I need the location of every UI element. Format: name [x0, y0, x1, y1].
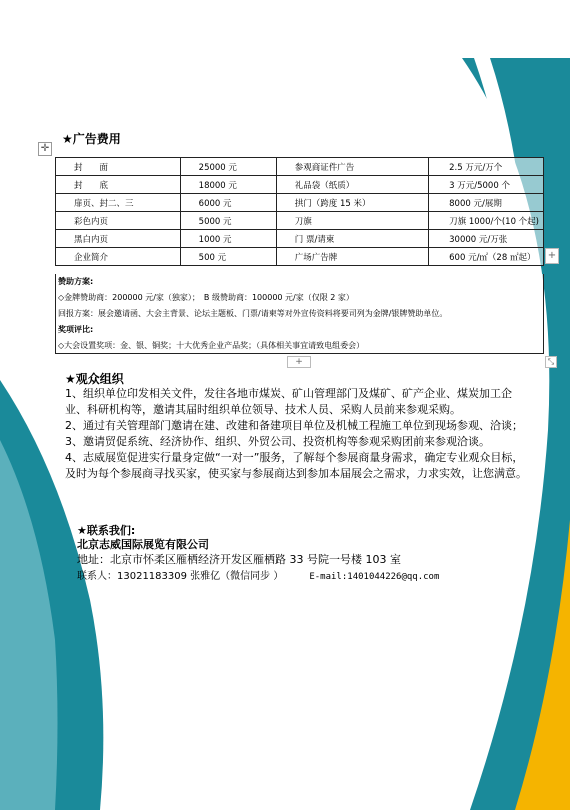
paragraph: 2、通过有关管理部门邀请在建、改建和备建项目单位及机械工程施工单位到现场参观、洽谈；	[65, 419, 523, 432]
paragraph: 1、组织单位印发相关文件，发往各地市煤炭、矿山管理部门及煤矿、矿产企业、煤炭加工企业、科研机构等，邀请其届时组织单位领导、技术人员、采购人员前来参观采购。	[65, 387, 512, 416]
sponsor-title: 赞助方案:	[58, 277, 94, 286]
paragraph: 3、邀请贸促系统、经济协作、组织、外贸公司、投资机构等参观采购团前来参观洽谈。	[65, 435, 490, 448]
table-cell[interactable]: 门 票/请柬	[276, 230, 428, 248]
table-cell[interactable]: 参观商证件广告	[276, 158, 428, 176]
table-row	[56, 176, 544, 194]
sponsor-box[interactable]	[55, 274, 544, 354]
table-row	[56, 194, 544, 212]
table-row	[56, 158, 544, 176]
table-cell[interactable]: 封 面	[56, 158, 181, 176]
add-column-button[interactable]: +	[545, 248, 559, 264]
add-row-button[interactable]: +	[287, 356, 311, 368]
table-cell[interactable]: 礼品袋（纸质）	[276, 176, 428, 194]
table-row	[56, 212, 544, 230]
ad-fees-table	[55, 157, 544, 266]
table-cell[interactable]: 6000 元	[180, 194, 276, 212]
table-cell[interactable]: 黑白内页	[56, 230, 181, 248]
award-text: ◇大会设置奖项：金、银、铜奖；十大优秀企业产品奖；（具体相关事宜请致电组委会）	[58, 341, 365, 350]
contact-person: 联系人：13021183309 张雅亿（微信同步 ）	[77, 571, 284, 582]
ad-fees-heading: ★广告费用	[62, 132, 121, 146]
sponsor-line-2: 回报方案：展会邀请函、大会主背景、论坛主题板、门票/请柬等对外宣传资料将要司列为金牌/银牌赞助单位。	[58, 309, 448, 318]
table-resize-handle-icon[interactable]: ⤡	[545, 356, 557, 368]
visitor-organization-text	[65, 386, 530, 482]
table-cell[interactable]: 600 元/㎡（28 ㎡起）	[429, 248, 544, 266]
table-cell[interactable]: 18000 元	[180, 176, 276, 194]
table-row	[56, 248, 544, 266]
table-cell[interactable]: 刀旗	[276, 212, 428, 230]
table-cell[interactable]: 30000 元/万张	[429, 230, 544, 248]
table-cell[interactable]: 1000 元	[180, 230, 276, 248]
table-cell[interactable]: 扉页、封二、三	[56, 194, 181, 212]
visitor-organization-heading: ★观众组织	[65, 372, 124, 386]
sponsor-line-1: ◇金牌赞助商：200000 元/家（独家）； B 级赞助商：100000 元/家（仅限 2 家）	[58, 293, 354, 302]
contact-line	[77, 567, 439, 582]
table-cell[interactable]: 2.5 万元/万个	[429, 158, 544, 176]
table-cell[interactable]: 8000 元/展期	[429, 194, 544, 212]
table-cell[interactable]: 拱门（跨度 15 米）	[276, 194, 428, 212]
address: 地址：北京市怀柔区雁栖经济开发区雁栖路 33 号院一号楼 103 室	[77, 553, 401, 566]
table-cell[interactable]: 500 元	[180, 248, 276, 266]
table-row	[56, 230, 544, 248]
table-cell[interactable]: 5000 元	[180, 212, 276, 230]
table-cell[interactable]: 25000 元	[180, 158, 276, 176]
contact-heading: ★联系我们:	[77, 524, 136, 537]
table-cell[interactable]: 3 万元/5000 个	[429, 176, 544, 194]
table-cell[interactable]: 广场广告牌	[276, 248, 428, 266]
table-cell[interactable]: 刀旗 1000/个(10 个起)	[429, 212, 544, 230]
award-title: 奖项评比:	[58, 325, 94, 334]
table-cell[interactable]: 企业简介	[56, 248, 181, 266]
email: E-mail:1401044226@qq.com	[309, 572, 440, 582]
table-move-handle-icon[interactable]: ✛	[38, 142, 52, 156]
paragraph: 4、志威展览促进实行量身定做“一对一”服务，了解每个参展商量身需求，确定专业观众目标，及时为每个参展商寻找买家，使买家与参展商达到参加本届展会之需求，力求实效，让您满意。	[65, 451, 527, 480]
company-name: 北京志威国际展览有限公司	[77, 538, 209, 551]
table-cell[interactable]: 彩色内页	[56, 212, 181, 230]
table-cell[interactable]: 封 底	[56, 176, 181, 194]
